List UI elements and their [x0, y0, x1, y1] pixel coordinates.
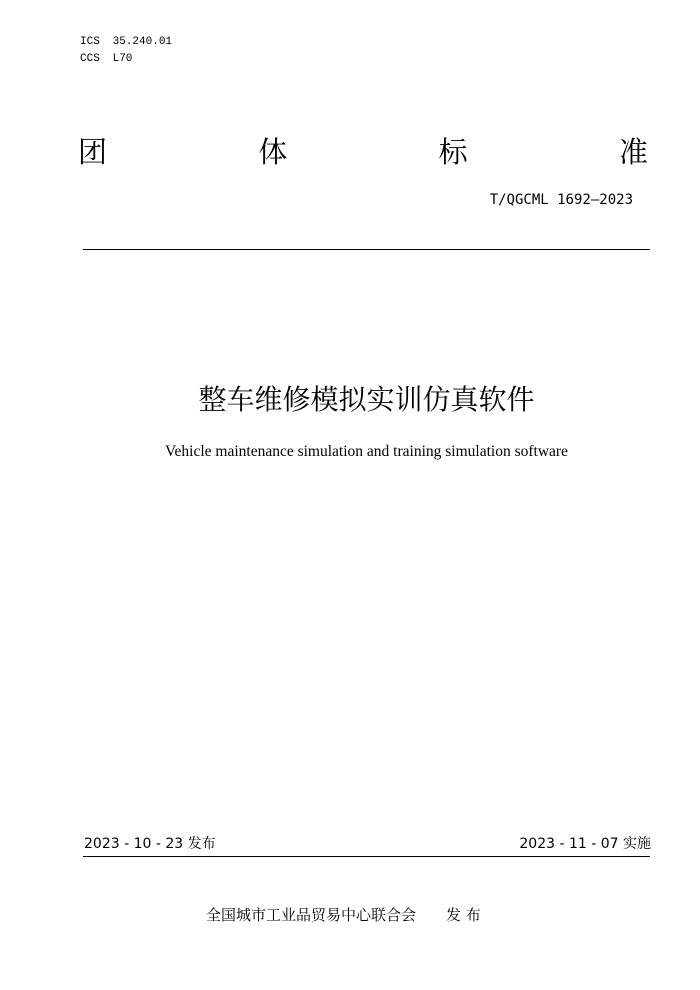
bottom-divider — [83, 856, 650, 857]
classification-codes — [80, 34, 172, 68]
publisher-name: 全国城市工业品贸易中心联合会 — [206, 906, 417, 924]
ics-row — [80, 34, 172, 51]
publisher-action: 发 布 — [446, 906, 481, 924]
ccs-value: L70 — [112, 53, 133, 65]
ics-label: ICS — [80, 36, 100, 48]
top-divider — [83, 249, 650, 250]
standard-type-char: 团 — [78, 135, 108, 169]
standard-type-char: 准 — [618, 135, 648, 169]
standard-number: T/QGCML 1692—2023 — [489, 192, 633, 208]
standard-type-char: 体 — [258, 135, 288, 169]
ccs-row — [80, 51, 172, 68]
standard-type-char: 标 — [438, 135, 468, 169]
implement-date: 2023 - 11 - 07 实施 — [519, 836, 651, 852]
document-title-english: Vehicle maintenance simulation and training simulation software — [165, 443, 568, 460]
publisher-line — [206, 904, 481, 926]
standard-type-heading — [78, 132, 648, 172]
document-title: 整车维修模拟实训仿真软件 — [198, 383, 535, 416]
ics-value: 35.240.01 — [112, 36, 173, 48]
ccs-label: CCS — [80, 53, 100, 65]
publish-date: 2023 - 10 - 23 发布 — [84, 836, 216, 852]
